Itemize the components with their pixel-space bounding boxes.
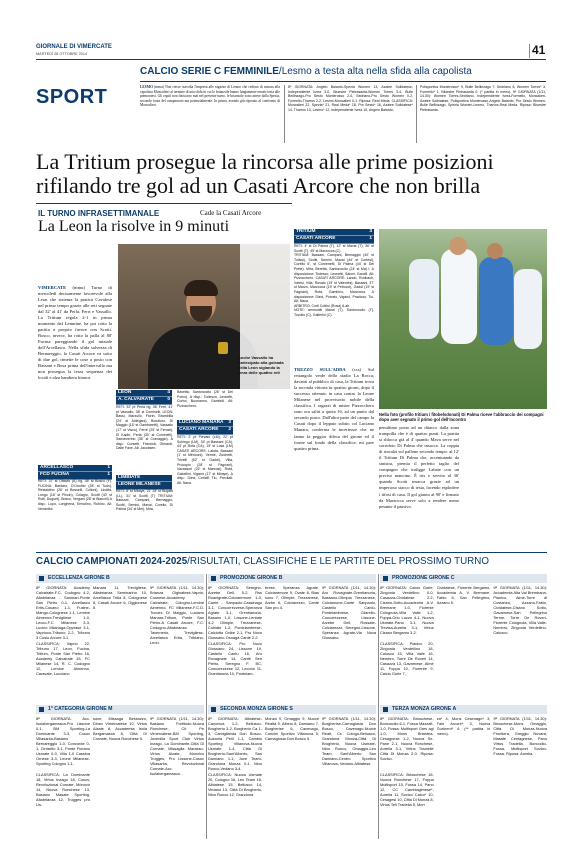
standings-section-title: ECCELLENZA GIRONE B bbox=[48, 575, 110, 581]
player-hair bbox=[184, 280, 218, 296]
serie-c-col1 bbox=[140, 85, 280, 147]
infrasettimanale-sub: Cade la Casati Arcore bbox=[200, 209, 262, 217]
luciano-report: RETI: 2' pt Pievani (LM), 22' pt Schingo (LM), 34' pt Bassani (CA), 44' pt Rota (CA), 19' st Losa (LM) CASATI ARCORE: Lalota, Bassani (1' st Menconi), Vermè, Zicchetti, Trivelli (62' st Gaddi), Villa, Procopio (28' st Fagnani), Vavassori (22' st Marcosi), Rota, Gabellini, Viganò (17' st Mbaye). A disp.: Dieci, Cerlaff, Tiu, Previtali. All: Nava. bbox=[177, 435, 233, 485]
serie-c-col3-text: Polisportiva Monterosso* 9, Bulle Bellinzago 7, Sedriano 6, Women Torres* 3, Formello* 1, Bluestre Pietrasanta 0. (* partita in meno). bbox=[420, 85, 546, 94]
trezzo-article-col3 bbox=[464, 425, 547, 548]
tritium-report bbox=[294, 244, 374, 364]
standings-text: za* 4, Mons Cesenago* 3, Falò Arcore* 3, Nuova Gurkreni* 4. (** partita in meno). bbox=[436, 716, 491, 736]
left-blue-rule bbox=[36, 203, 292, 204]
divider bbox=[284, 85, 285, 143]
standings-section-title: 1ª CATEGORIA GIRONE M bbox=[48, 706, 113, 712]
page-number: 41 bbox=[532, 43, 546, 57]
standings-section-header bbox=[208, 705, 376, 714]
infrasettimanale-label: IL TURNO INFRASETTIMANALE bbox=[38, 209, 160, 218]
standings-section-header bbox=[208, 574, 376, 583]
limbiate-report: RETI: 8' st Mbaye, 21' 28' st Bugatti (LL), 31' st Scotti (T) TRITIUM: Bassani, Campani, Bernaggio, Scotti, Semini, Mavai, Corello, Di Palma (34' st Mei), Mira, bbox=[116, 489, 173, 512]
standings-section-header bbox=[380, 705, 547, 714]
standings-section-title: SECONDA MONZA GIRONE S bbox=[220, 706, 293, 712]
tritium-referee: ARBITRO: Corti Cottini (Rosa) 6-ah bbox=[294, 303, 350, 308]
main-headline: La Tritium prosegue la rincorsa alle prime posizioni rifilando tre gol ad un Casati Arcore che non brilla bbox=[36, 149, 494, 198]
standings-text: CLASSIFICA: La Dominante 18, Virtus Inzago 18, Cosov, Revoluzional Cornate, Mònovo 14, Nuova Ronchese 13, Basiano Masate Sporting, Altabrianza 12, Trugges pro Lis- bbox=[36, 772, 90, 807]
standings-text: 9ª GIORNATA (1/11, 14.30): Basiano Fortitudo-Nuova Ronchese, Cit Pe Vimercatese-BM Sporting, Juvenilia Sport Club Virtus Inzago, La Dominante-Città Di Cornate, Missaglia Marasso-Virtus Alzate, Monvico Trugges, Pro Lissone-Cosov Villasanta, Revoluzional Cornate-Acc. Isolabergamasca. bbox=[150, 716, 204, 776]
tritium-goals: RETI: 4' st Di Palma (T), 12' st Mavai (T), 36' st Scotti (T), 45' st Marzocca (C) bbox=[294, 244, 374, 253]
tritium-notes: NOTE: ammoniti Mavai (T), Santonocito (T), Tovolto (C), Gallerini (C). bbox=[294, 308, 374, 317]
square-bullet-icon bbox=[39, 707, 44, 712]
standings-text: CLASSIFICA: Vaprio 22, Tribuno 17, Leon, Fucina, Tritium, Ponte San Pietro 16, Academy Calvairate 15, FC Milanese 14, R. C. Codogno 12, Lemine Almenno, Caravate, Lucciano bbox=[36, 641, 90, 676]
team-name: LUCIANO MANARA bbox=[179, 420, 224, 425]
match-photo-caption: Nella foto (profilo tritium / fitobelsdonati) Di Palma riceve l'abbraccio dei compagni dopo aver segnato il primo gol dell'incontro bbox=[379, 412, 544, 423]
standings-text: 9ª GIORNATA (1/11, 14.30): Brianza Olginatese-Vaprio, Cusnese-Accademy Calvairate, Cologno-Lemine Almenno, FC Milanese-F.C.D. Tucces Di Maggio, Luciano Manara-Tritium, Ponte San Pietro-A Casati Arcore, F.C. Codogno-Altabrianza Tavernerio, Trevigliese-Arcellasco Ertia, Tribiano-Leon. bbox=[150, 585, 204, 645]
score-row bbox=[294, 236, 374, 243]
serie-c-col2-text: 8ª GIORNATA: Angelo Baiardo-Spezia Women 13, Azalee Solbiatese-Independiente Ivrea 3-0, Bluestre Pietrasanta-Women Torres 3-4, Bulle Bellinzago-Pro Sesto Monterosso 2-0, Sedriano-Pro Sesto Women 0-2, Formello-Tharros 2-2, Lesmo-Moncalieri 0-1. Riposa: Real Meda. bbox=[288, 85, 413, 103]
team-name: LEON bbox=[118, 390, 132, 395]
bottom-title-rest: /RISULTATI, CLASSIFICHE E LE PARTITE DEL PROSSIMO TURNO bbox=[187, 556, 489, 567]
standings-text: 8ª GIORNATA: Acc. Isolabergamasca-Pro Lissone 0-1, BM Sporting-La Dominante 3-3, Cosov Villasanta-Basiano Bernareggio 1-0, Concorde 0-1, Cinisello 3-1, Ponte Fiorano Usmate 0-0, Villa 1-0 Cassina Ornese 3-3, Leone Milanese-Sporting Cologno 1-1. bbox=[36, 716, 90, 766]
serie-c-headline: Lesmo a testa alta nella sfida alla capolista bbox=[281, 66, 472, 77]
player-figure bbox=[409, 259, 439, 339]
header-rule bbox=[36, 59, 546, 60]
team-name: A. CALVAIRATE bbox=[118, 397, 154, 403]
divider bbox=[378, 574, 379, 708]
trezzo-article-col2: penultimo posto ad un ditacco dalla zona tranquilla che è di quattro punti. La partita si sblocca già al 4' quando Mava serve nel corridoio Di Palma che insacca. La coppia di rincalzi sul pallone secondo tempo: al 12' il Tritium Di Palma che, accentuando da sinistra, premia il perfetto taglio del compagno che trafigge Labate con un preciso mancino. È tris e servito al 36' quando Scotti insacca grazie ad un imperioso stacco di testa, facendo esplodere i tifosi di casa. Il gol giunto al 90' e firmato da Marzocca serve solo a rendere meno pesante il passivo. bbox=[379, 425, 459, 509]
standings-text: 8ª GIORNATA: Academy Calvairate-F.C. Codogno 4-2, Altabrianza - Sanmari-Ponte San Pietro 0-1, Arcellasco Ertis-Cusano 1-1, Fusine-Mango-Colognese 1-1, Lemine Almenno-Trevigliese 1-0, Lecco-F.C. Milanese 3-3, Lucino Milanaga-Opprase 3-1, Vaprioco-Tribuno 2-2, Tribuno 3 Cusio Arcore 3-1. bbox=[36, 585, 90, 640]
square-bullet-icon bbox=[211, 576, 216, 581]
standings-text: CLASSIFICA: Brioschese 18, Nuova Ronchese 17, Foppa Multisport 15, Fossa 14, Pano 12, CC Cambiagimese*, Aurelia 11, Sovico Calco* 10, Cesagesi 10, Città Di Monza 8, Virtus Teli Tradella 5, Mon bbox=[380, 772, 434, 807]
team-name: CASATI ARCORE bbox=[296, 236, 336, 242]
serie-c-dateline: LESMO bbox=[140, 85, 153, 89]
score-box-tritium bbox=[294, 229, 374, 244]
standings-section-header bbox=[36, 705, 204, 714]
standings-text: 8ª GIORNATA: Brioschese-Boncondio 6-1, Fossa Mazzafi-1-0, Fossa: Multisport Gres agi 1-0, Mons Briantea-Cesagnese 1-2, Nuova Se-Pane 2-1, Nuova Ronchese-Aurelia 3-1, Virtus Tractelle Città Di Monza 2-0. Riposa: Sovico. bbox=[380, 716, 434, 761]
standings-section-title: TERZA MONZA GIRONE A bbox=[392, 706, 457, 712]
divider bbox=[416, 85, 417, 143]
bottom-rule bbox=[36, 552, 547, 553]
header-paper: GIORNALE DI VIMERCATE bbox=[36, 44, 112, 50]
serie-c-col2b-text: CLASSIFICA: Moncalieri 22, Spezia* 21, Real Meda* 18, Pro Sesto* 16, Azalee Solbiatese* 14, Tharros 13, Lesmo* 12, Independiente Ivrea 10, Angelo Baiardo, bbox=[288, 98, 413, 112]
player-beard bbox=[190, 306, 212, 322]
header-date: MARTEDÌ 28 OTTOBRE 2014 bbox=[36, 52, 88, 56]
divider bbox=[378, 705, 379, 839]
standings-text: Cividatese, Fiorente Bergamo, Accademia A. V. Bremane, Fabio 6, San Pellegrino, Azzano 5. bbox=[436, 585, 491, 605]
serie-c-col3 bbox=[420, 85, 546, 147]
team-name: LEONE MILANESE bbox=[118, 482, 161, 488]
standings-text: brese, Speranza Agrate, Colciaremore 9, Ovate 8, Bias sono 7, Olimpie, Trezzanese, Arzbe 6, Colciarezzo, Canté San pro 4. bbox=[265, 585, 319, 610]
score-box-limbiate bbox=[116, 475, 172, 490]
standings-text: 8ª GIORNATA: Albiatese-Canonica 1-2, Bellusco-Brugherio 3-2, Burgherio Ca 1-3, Camiglianda Don Bosco-Ausonia Pelli 1-1, Cambio Sporting Villanova-Nuova Usmate 1-4, Città Di Brugherio-Sant'Alberto, San Damiano 1-1, Juve Team-Grandona Monza 0-1, Nino Ronco-Vedano 3-4. bbox=[208, 716, 262, 771]
standings-section-title: PROMOZIONE GIRONE B bbox=[220, 575, 283, 581]
score-box-arcellasco bbox=[38, 465, 112, 480]
square-bullet-icon bbox=[383, 576, 388, 581]
serie-c-col3b-text: 9ª GIORNATA (1/11, 14.30): Women Torres-Sedriano, Independiente Ivrea-Formello, Moncalieri-Azalee Solbiatese, Polisportiva Monterosso-Angelo Baiardo, Pro Sesto Women-Bulle Bellinzago, Spezia Women-Lesmo, Tharros-Real Meda. Riposa: Bluestre Pietrasanta. bbox=[420, 89, 546, 112]
bottom-title bbox=[36, 556, 489, 567]
score-box-leon bbox=[116, 390, 172, 405]
serie-c-col1-text: (mmu) Non riesce stavolta l'impresa alle ragazze di Lesmo che cedono di misura alla capolista Moncalieri al termine di una sfida in cui le brianzole hanno lungamente tenuto testa alle piemontesi. Gli ospiti non finiscono mai nel presente turno, le brianzole sono attese dalla Spezia, seconda forza del campionato ma potenzialmente. In prima, avendo già riposato al confronto di Moncalieri. bbox=[140, 85, 280, 108]
team-score: 1 bbox=[369, 236, 372, 242]
team-name: CASATI ARCORE bbox=[179, 427, 219, 433]
player-head bbox=[487, 243, 503, 259]
standings-text: 9ª GIORNATA (1/11, 14.30): Burgherise-Carnagiosia Don Bosco, Cavenago-Nuove Realt, Cs Cologo-Bellusco, Grandona Monza-Città Di Brugherio, Nuova Usmate-Nino Ronco, Omaggio-Leo Team, Sant'Alberto San Damiano-Centro Sportivo Villanova, Vedano-Albiatese. bbox=[322, 716, 376, 766]
team-name: ARCELLASCO bbox=[40, 465, 74, 470]
serie-c-kicker: CALCIO SERIE C FEMMINILE bbox=[140, 66, 279, 77]
standings-text: 8ª GIORNATA: Calcio Gorle-Zingonia Verdellino 0-0, Casazza-Cividatese 2-2, Cisano-Sotto-Accademia A.V. Bremane 1-0, Fiorente Colognola-Villa Valle 1-2, Foppa-Orio Lozzo 4-1, Nuova Usmate-Pano 3-1, Nuova Trevisa-Aurelia 3-1, Virtus Cisano Bergamo 3-2. bbox=[380, 585, 434, 635]
standings-section-title: PROMOZIONE GIRONE C bbox=[392, 575, 455, 581]
infrasettimanale-dateline: VIMERCATE bbox=[38, 285, 67, 290]
infrasettimanale-title: La Leon la risolve in 9 minuti bbox=[38, 218, 230, 235]
section-sport-label: SPORT bbox=[36, 86, 108, 108]
team-name: FCD FUCINA bbox=[40, 472, 70, 478]
page-number-divider bbox=[529, 44, 530, 58]
player-photo-caption: Anche Vassallo ha partecipato alla goleada della Leon siglando la terza delle quattro reti bbox=[238, 355, 284, 375]
standings-text: CLASSIFICA: Pro Novo Giussano 24, Lissone 19, Castello Cantù 16, Aro Rovagnate 14, Canté Sen Pietro, Seregno F. BC, Concorezzese 12, Lecono 11, Grantiaroria 10, Pontelam- bbox=[208, 641, 262, 676]
trezzo-article-col1 bbox=[294, 367, 374, 548]
trezzo-dateline: TREZZO SULL'ADDA bbox=[294, 367, 346, 372]
team-name: TRITIUM bbox=[296, 229, 316, 234]
square-bullet-icon bbox=[383, 707, 388, 712]
score-box-luciano bbox=[177, 420, 233, 435]
tritium-report-continued bbox=[237, 392, 290, 547]
serie-c-col2 bbox=[288, 85, 413, 147]
standings-text: Manara 11, Trevigliese, Altabrianza Seminarino 10, Arcellasco Tritia 8, Colognese 8, Casati Arcore 6, Oggionese 5. bbox=[93, 585, 147, 610]
divider bbox=[206, 574, 207, 708]
team-score: 2 bbox=[228, 427, 231, 433]
score-row bbox=[116, 397, 172, 404]
standings-text: Monza 9, Omaggio 9, Nuove Realtà 9, Albino 8, Damiano 7, Burgherise 6, Cavenago, Concini Sportivo Villanova 5, Carnagiosia Don Bosco 5. bbox=[265, 716, 319, 741]
standings-text: 9ª GIORNATA (1/11, 14.30): Aro Rovagnate-Grentianoria, Bassano-Olimpia Trezzanese, Colciamone-Canté Sanpaolo, Castello Cantù-Pontelambrese, Cilarello-Concorezzese, Lissone-Arzebe Dell, Rossate-Colciarezzo, Seregno-Lissone, Speranza Agrate-Via Nova Giussano. bbox=[322, 585, 376, 640]
standings-text: CLASSIFICA: Pianico 20, Zingonia Verdellino 18, Calusco 15, Villa Valle 16, Nembro, Torre De Roveri 14, Casazza 13, Gavarnese, Almè 11, Foppa 10, Fiorente 9, Calcio Gorle 7, bbox=[380, 641, 434, 676]
player-figure bbox=[514, 269, 542, 349]
player-figure bbox=[441, 249, 477, 344]
score-row bbox=[177, 427, 233, 434]
square-bullet-icon bbox=[211, 707, 216, 712]
infrasettimanale-body-text: (mmu) Turno di mercoledì decisamente favorevole alla Leon che sistema la pratica Cavalese nel primo tempo grazie alle reti segnate dal 32' al 41' da Perla, Ferri e Vassallo. La Tritium regola 2-1 in prima momento dal Lemnine, ha poi rotto la partita a proprio favore con Scotti. Bosco, invece, ha rotto la palla al 80' Fucina pareggiando il gol iniziale dell'Arcellasco. Nella sfida salvezza di Bernareggio, la Casati Arcore va sotto di due gol, rimette le cose a posto con Bassani e Bosa prima dell'intervallo ma non prosegua la terza sequenza dei locali e alza bandiera bianca. bbox=[38, 285, 112, 380]
infrasettimanale-body bbox=[38, 285, 112, 459]
team-score: 1 bbox=[107, 465, 110, 470]
team-score: 1 bbox=[107, 472, 110, 478]
standings-section-header bbox=[380, 574, 547, 583]
shirt-badge-icon bbox=[218, 342, 228, 354]
square-bullet-icon bbox=[39, 576, 44, 581]
leon-report-continued: Bavetta, Santonocito (26' st Del Poino). A disp.: Todesco, Leonetti, Corbo, Buonanno, Gamboli. All: Pizzocchero. bbox=[177, 390, 233, 408]
team-score: 0 bbox=[167, 397, 170, 403]
standings-text: CLASSIFICA: Nuova Usmate 20, Cologno 16, Leo Team 16, Albiatese 15, Bellusco 14, Vedano 13, Città Di Brugherio, Nino Ronco 12, Grandona bbox=[208, 772, 262, 797]
team-score: 4 bbox=[167, 390, 170, 395]
team-name: LIMBIATE bbox=[118, 475, 141, 480]
player-head bbox=[449, 237, 467, 255]
standings-text: 8ª GIORNATA: Seregno-Arzebe Dell, 5-2, Rss Roanigrate-Colciaremore 1-0, Canté - Sanpaolo-Cassinago 3-1, Concorrezzese-Speranza Agrate 3-1, Grentianoria-Basano 1-0, Lissone-Lentate 4-2 Olimpie, Trezzanese-Cobiate 1-2, Pontelambrese-Calciotto Oxibe 2-1, Pro Novo Giussano-Osnaga Canté 2-2. bbox=[208, 585, 262, 640]
serie-c-title bbox=[140, 66, 472, 77]
standings-section-header bbox=[36, 574, 204, 583]
standings-text: 9ª GIORNATA (1/11, 14.30): Accademia Alta Val Brembana-Pianico, Almè-Torre di Costanza, Azzano-Fabio, Cividatese-Cisano Sotto, Gavarnese-San Pellegrino Terme, Torre De Roveri-Fiorente Colognola, Villa Valle-Nembro, Zingonia Verdellino-Calusco. bbox=[493, 585, 547, 635]
team-score: 3 bbox=[228, 420, 231, 425]
divider bbox=[206, 705, 207, 839]
team-score: 3 bbox=[369, 229, 372, 234]
serie-c-rule bbox=[140, 81, 546, 82]
arcellasco-report: RETI: 37' st Ottavio (A) rig, 38' st Bosco (F). FUCINA: Bardaro, D'Onofrio (28' st Todo), Restaldino (26' st Bosselli, Colloni), Lindita, Longo (16' st Piccin), Colagro, Scotti (40' st Rolli, Duguet), Bosco, Vergani (28' st Bianchi) A disp.: Lupo, Longhena, Ermolino, Rubino, All: Venantini. bbox=[38, 479, 112, 511]
serie-c-slash: / bbox=[278, 66, 282, 77]
match-photo bbox=[379, 229, 547, 409]
standings-text: sone, Missaga Bessozzo, Dinev Vimercatese 10, Virtus Alzate 8, Accademia Isola Bergamasca 8, Città Di Cornate, Nuova Ronchese 5. bbox=[93, 716, 147, 741]
player-figure bbox=[479, 257, 513, 345]
leon-report: RETI: 32' pt Perla rig, 36' Ferri, 41' pt Vassallo, 38' st Cominelli. LEON: Bassi, Marzullo, Fiorin, Brambilla (24' st Aldegani), Bonaluro, Di Maggio (15' st Gambaretti), Vassallo (17' st Visco), Ferré (25' st Ferrari), El Kadiri, Perla (30' st Cominelli), Sanseverino (35' st Cravaggio). A disp.: Corsetti, Francioli, Ghirardi, Dalle Fave. All: Jacobsen. bbox=[116, 405, 173, 451]
tritium-lineups: TRITIUM: Bassani, Campani, Bernaggio (40' st Tulissi), Scotti, Semini, Mavai (44' st Cortesi), Corello 6', st Comenetti, Di Palma (44' st Del Prete), Mira, Beretta, Santonocito (24' st Ma) i. A disposizione: Todesco, Leonetti, Saloni, Garolfi. All: Pizzocchero. CASATI ARCORE: Lando, Rodbach, Varesi, Villa, Rovato (19' st Valentini), Bassani, 37' st Marzo, Marzocca (19' st Petrucci), Gaddi (19' st Fagnani), Rota, Gambino, Marzocca. A disposizione: Dieci, Porrato, Viganò, Prazioso, Tiu. All: Naca. bbox=[294, 253, 374, 304]
trezzo-article-body: (ccs) Sul rettangolo verde dello stadio La Rocca, davanti al pubblico di casa, la Tritium trova la seconda vittoria in quattro giorni, dopo il successo ottenuto in casa contro la Leone Milanese nel provvisorio nobile della classifica. I ragazzi di mister Pizzocchero sono ora saliti a quota 16, ad un punto dal secondo posto. Dall'altra parte del campo la Casati dopo il leppato subito col Luciano Manara, conferma le incertezze che ne fanno la peggior difesa del girone ed il fronte sul fondo della classifica: mi pare quattro prima. bbox=[294, 367, 374, 451]
bottom-title-bold: CALCIO CAMPIONATI 2024-2025 bbox=[36, 556, 188, 567]
standings-text: 9ª GIORNATA (1/11, 14.30): Brioschese-Mons Omaggio, Città Di Monza-Nuova Frontiera, Greggio Novara, Masate Centagnese, Pano Virtus Tradella, Boncodio-Fossa, Multisport Sovico-Fossa, Riposa: Aurelia. bbox=[493, 716, 547, 756]
